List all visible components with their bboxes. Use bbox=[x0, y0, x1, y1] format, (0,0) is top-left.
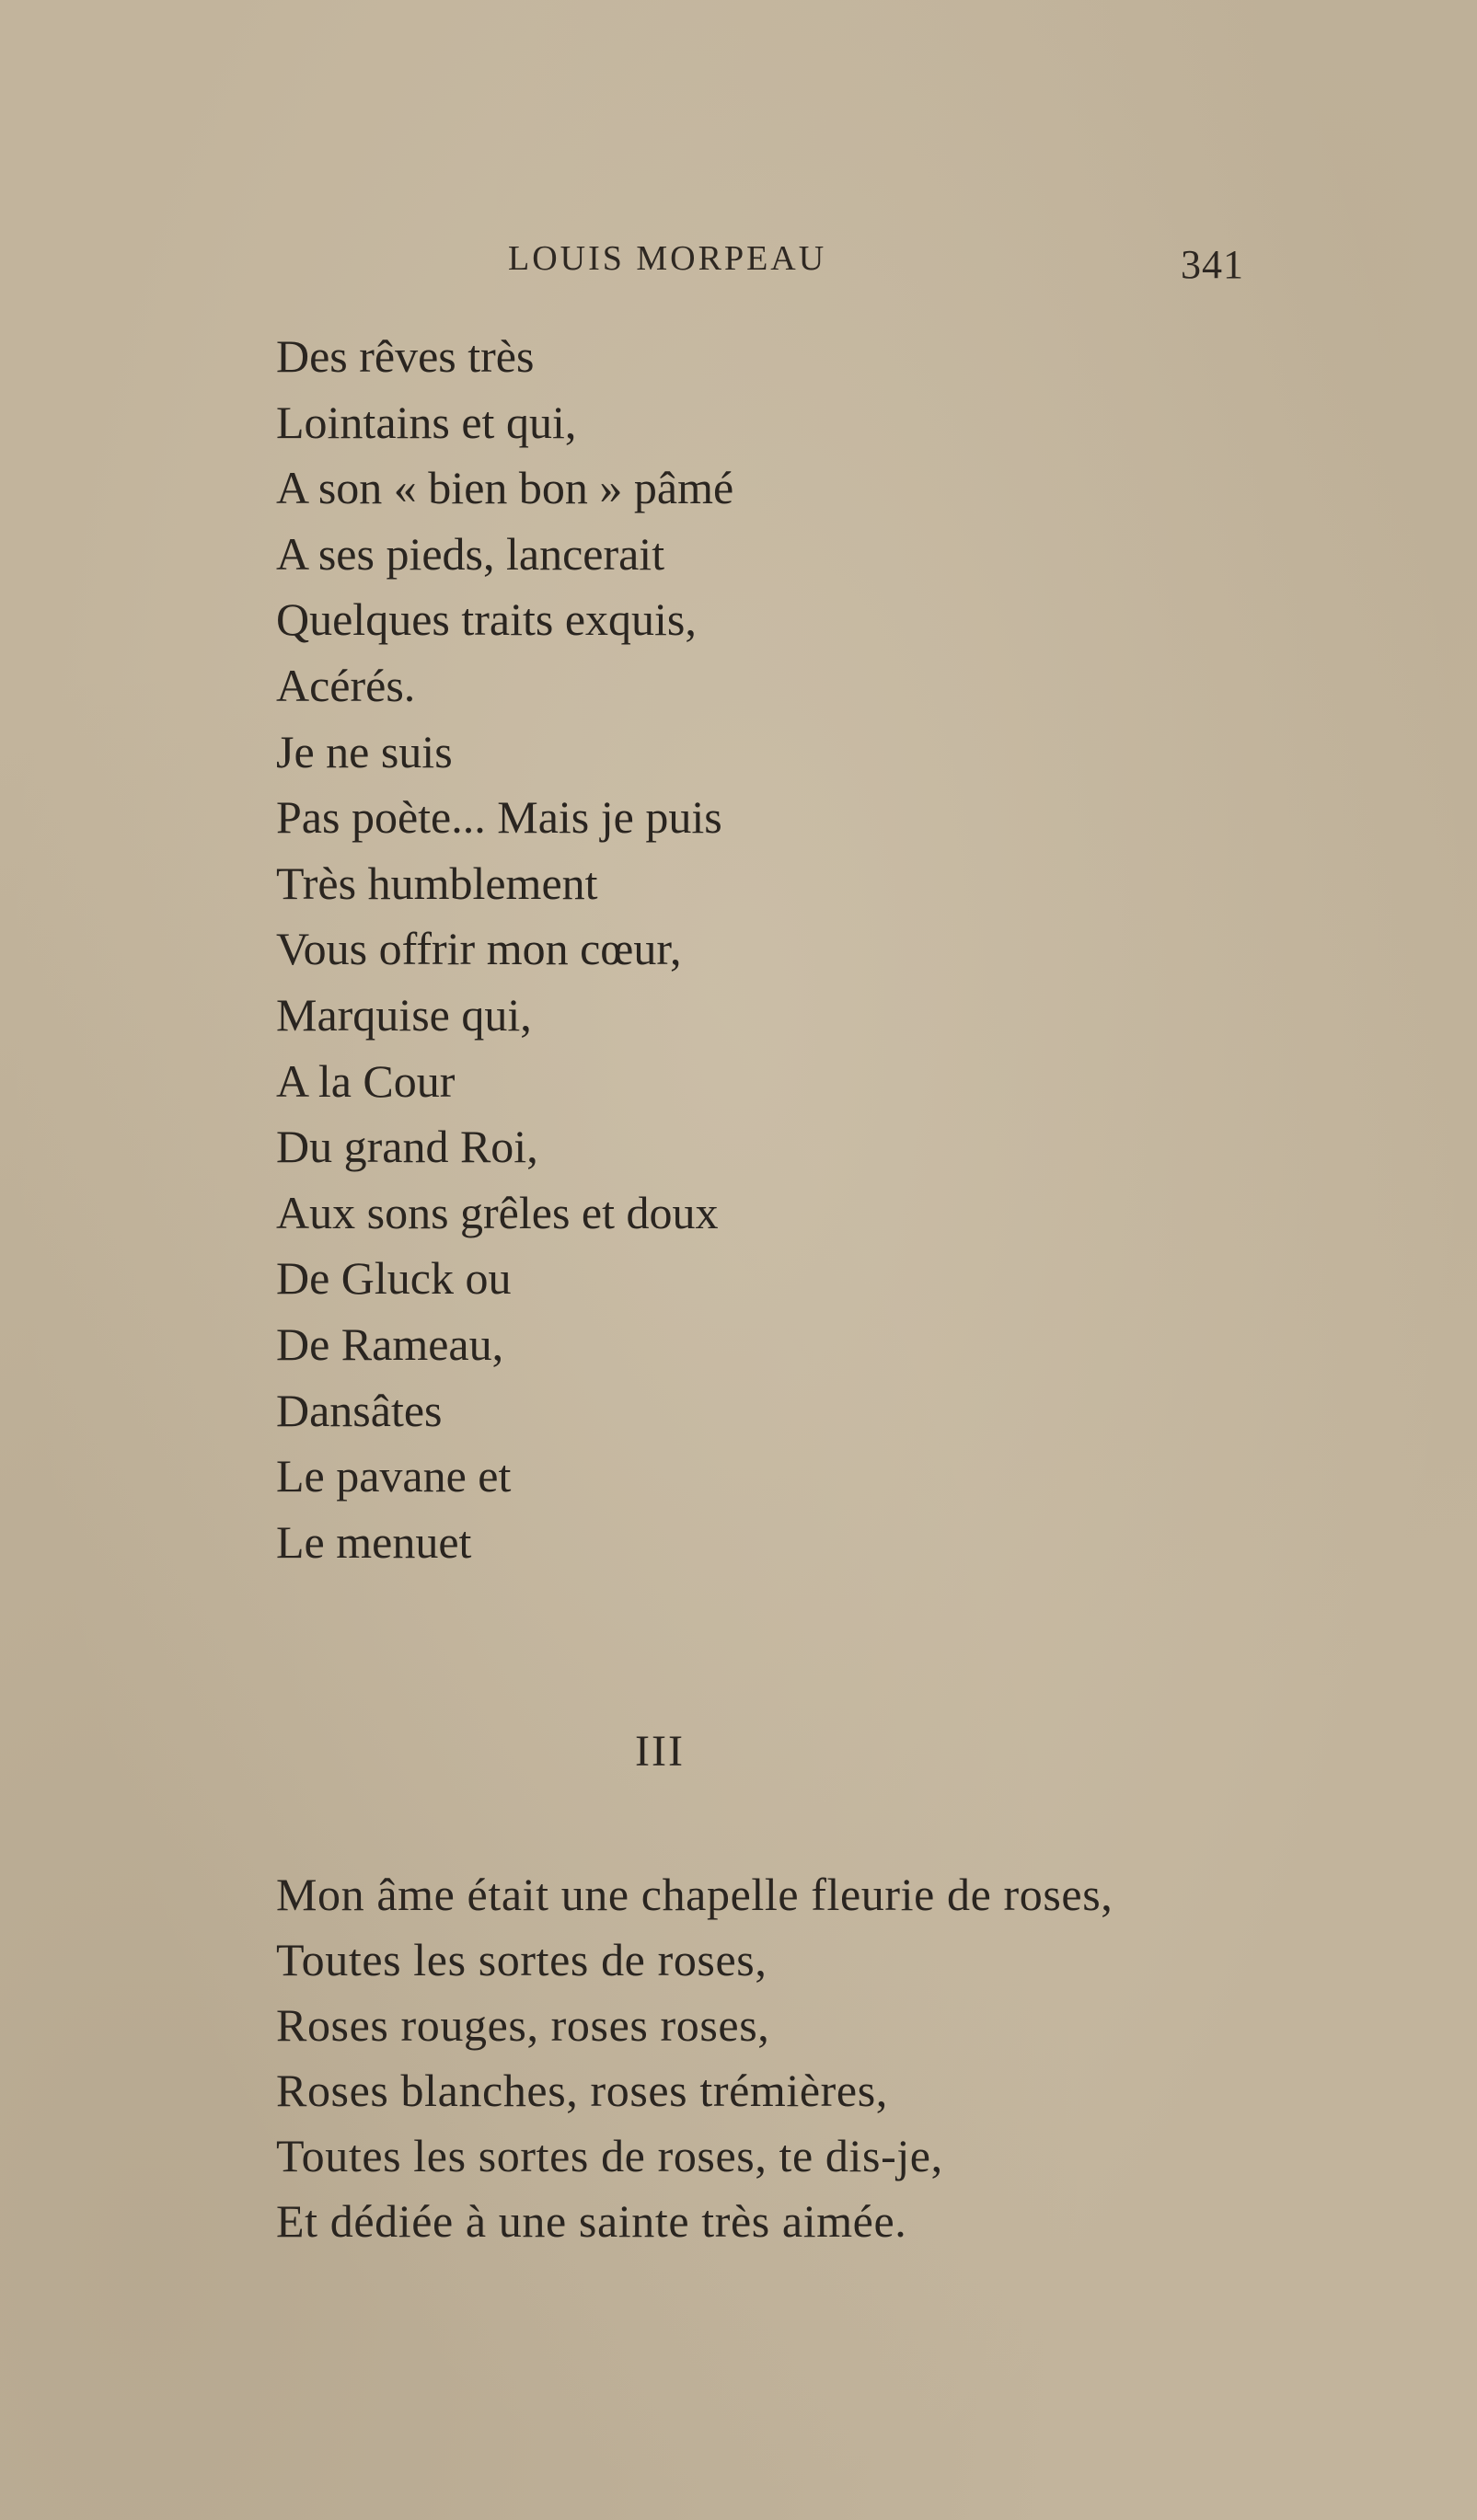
verse-line: A ses pieds, lancerait bbox=[276, 527, 665, 580]
verse-line: Mon âme était une chapelle fleurie de roses, bbox=[276, 1869, 1114, 1920]
verse-line: De Rameau, bbox=[276, 1318, 504, 1370]
page-number: 341 bbox=[1181, 242, 1244, 287]
verse-line: Je ne suis bbox=[276, 725, 453, 777]
verse-line: A la Cour bbox=[276, 1054, 456, 1107]
verse-line: Quelques traits exquis, bbox=[276, 593, 697, 646]
section-heading: III bbox=[635, 1727, 685, 1776]
verse-line: A son « bien bon » pâmé bbox=[276, 462, 734, 514]
verse-line: Toutes les sortes de roses, te dis-je, bbox=[276, 2130, 943, 2181]
verse-line: Du grand Roi, bbox=[276, 1121, 538, 1173]
verse-line: Lointains et qui, bbox=[276, 396, 577, 448]
verse-line: Aux sons grêles et doux bbox=[276, 1186, 719, 1238]
running-head: LOUIS MORPEAU bbox=[508, 239, 827, 278]
verse-line: Toutes les sortes de roses, bbox=[276, 1934, 767, 1985]
verse-line: Et dédiée à une sainte très aimée. bbox=[276, 2195, 907, 2247]
verse-line: Pas poète... Mais je puis bbox=[276, 791, 722, 844]
verse-line: Acérés. bbox=[276, 659, 416, 711]
verse-line: Vous offrir mon cœur, bbox=[276, 923, 682, 975]
verse-line: Marquise qui, bbox=[276, 988, 532, 1041]
verse-line: Le menuet bbox=[276, 1515, 472, 1568]
verse-line: Des rêves très bbox=[276, 330, 535, 382]
verse-line: Roses blanches, roses trémières, bbox=[276, 2065, 888, 2116]
verse-line: Très humblement bbox=[276, 857, 598, 909]
verse-line: Dansâtes bbox=[276, 1384, 443, 1436]
stanza-one bbox=[276, 324, 733, 1575]
verse-line: Le pavane et bbox=[276, 1450, 512, 1502]
stanza-two bbox=[276, 1862, 1113, 2254]
verse-line: De Gluck ou bbox=[276, 1252, 512, 1305]
verse-line: Roses rouges, roses roses, bbox=[276, 1999, 770, 2051]
